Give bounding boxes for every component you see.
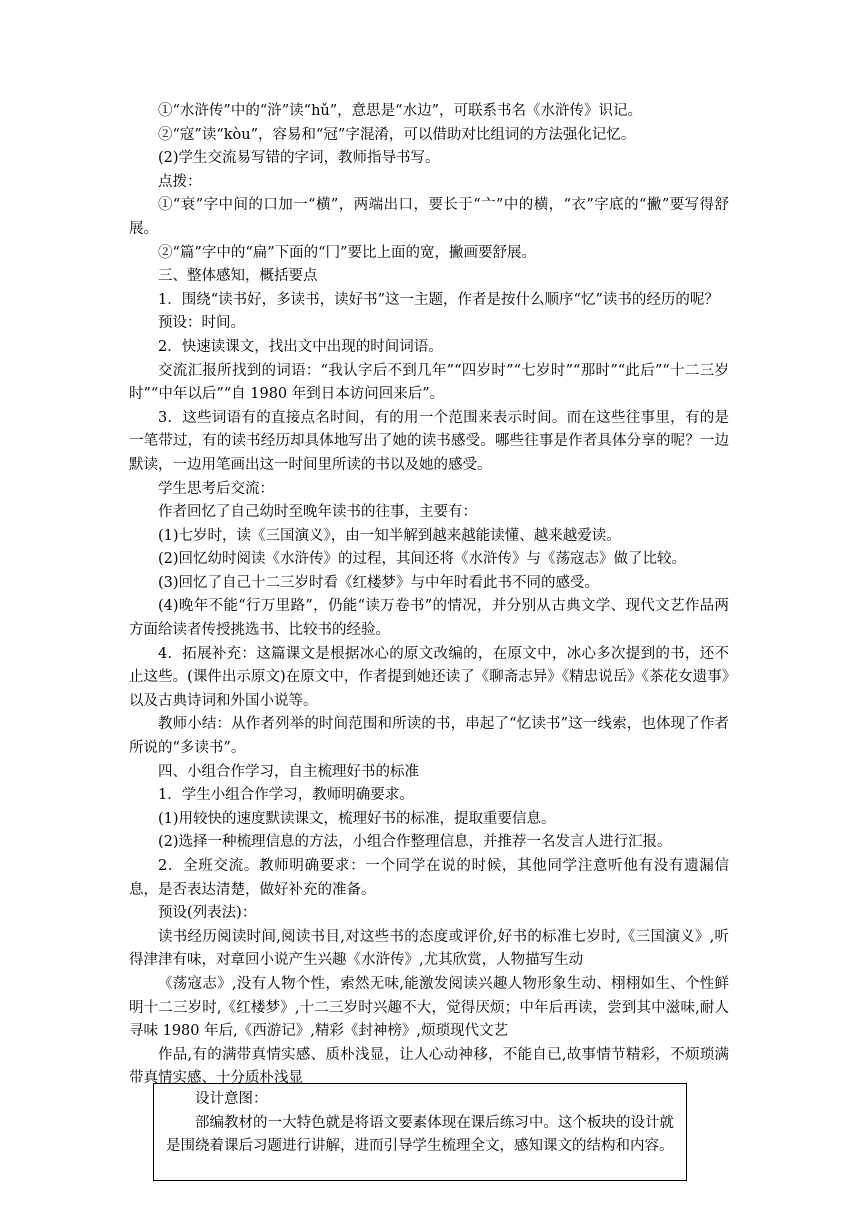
paragraph: 4．拓展补充：这篇课文是根据冰心的原文改编的，在原文中，冰心多次提到的书，还不止这些。(课件出示原文)在原文中，作者提到她还读了《聊斋志异》《精忠说岳》《茶花女遗事》以及古典诗词和外国小说等。 — [129, 645, 729, 709]
paragraph: 预设(列表法)： — [158, 905, 257, 922]
paragraph: 《荡寇志》,没有人物个性，索然无味,能激发阅读兴趣人物形象生动、栩栩如生、个性鲜明十二三岁时,《红楼梦》,十二三岁时兴趣不大，觉得厌烦；中年后再读，尝到其中滋味,耐人寻味 1980 年后,《西游记》,精彩《封神榜》,烦琐现代文艺 — [129, 975, 729, 1040]
paragraph: 2．快速读课文，找出文中出现的时间词语。 — [158, 338, 443, 355]
paragraph: 3．这些词语有的直接点名时间，有的用一个范围来表示时间。而在这些往事里，有的是一笔带过，有的读书经历却具体地写出了她的读书感受。哪些往事是作者具体分享的呢？一边默读，一边用笔画出这一时间里所读的书以及她的感受。 — [129, 409, 729, 473]
paragraph: 读书经历阅读时间,阅读书目,对这些书的态度或评价,好书的标准七岁时,《三国演义》,听得津津有味，对章回小说产生兴趣《水浒传》,尤其欣赏，人物描写生动 — [129, 928, 729, 969]
paragraph: ②“寇”读“kòu”，容易和“冠”字混淆，可以借助对比组词的方法强化记忆。 — [158, 126, 636, 143]
paragraph: 学生思考后交流： — [158, 480, 274, 497]
paragraph: (4)晚年不能“行万里路”，仍能“读万卷书”的情况，并分别从古典文学、现代文艺作品两方面给读者传授挑选书、比较书的经验。 — [129, 598, 729, 639]
paragraph: 作品,有的满带真情实感、质朴浅显，让人心动神移，不能自已,故事情节精彩，不烦琐满带真情实感、十分质朴浅显 — [129, 1046, 729, 1087]
document-body — [129, 100, 729, 1091]
paragraph: 点拨： — [158, 173, 202, 190]
paragraph: 1．围绕“读书好，多读书，读好书”这一主题，作者是按什么顺序“忆”读书的经历的呢？ — [158, 291, 719, 308]
design-intent-text: 部编教材的一大特色就是将语文要素体现在课后练习中。这个板块的设计就是围绕着课后习题进行讲解，进而引导学生梳理全文，感知课文的结构和内容。 — [166, 1114, 674, 1155]
section-heading: 三、整体感知，概括要点 — [158, 268, 318, 285]
section-heading: 四、小组合作学习，自主梳理好书的标准 — [158, 763, 419, 780]
paragraph: ①“水浒传”中的“浒”读“hǔ”，意思是“水边”，可联系书名《水浒传》识记。 — [158, 103, 642, 119]
paragraph: (3)回忆了自己十二三岁时看《红楼梦》与中年时看此书不同的感受。 — [158, 574, 600, 591]
design-intent-title: 设计意图： — [195, 1091, 268, 1107]
paragraph: ②“篇”字中的“扁”下面的“冂”要比上面的宽，撇画要舒展。 — [158, 244, 536, 261]
paragraph: 2．全班交流。教师明确要求：一个同学在说的时候，其他同学注意听他有没有遗漏信息，是否表达清楚，做好补充的准备。 — [129, 858, 729, 898]
paragraph: 预设：时间。 — [158, 315, 245, 332]
paragraph: 1．学生小组合作学习，教师明确要求。 — [158, 787, 414, 804]
paragraph: 教师小结：从作者列举的时间范围和所读的书，串起了“忆读书”这一线索，也体现了作者所说的“多读书”。 — [129, 716, 729, 757]
paragraph: (1)用较快的速度默读课文，梳理好书的标准，提取重要信息。 — [158, 810, 556, 827]
paragraph: 交流汇报所找到的词语：“我认字后不到几年”“四岁时”“七岁时”“那时”“此后”“十二三岁时”“中年以后”“自 1980 年到日本访问回来后”。 — [129, 362, 729, 403]
paragraph: (2)回忆幼时阅读《水浒传》的过程，其间还将《水浒传》与《荡寇志》做了比较。 — [158, 551, 687, 568]
paragraph: (1)七岁时，读《三国演义》，由一知半解到越来越能读懂、越来越爱读。 — [158, 527, 621, 544]
paragraph: (2)学生交流易写错的字词，教师指导书写。 — [158, 150, 440, 167]
paragraph: ①“衰”字中间的口加一“横”，两端出口，要长于“亠”中的横，“衣”字底的“撇”要写得舒展。 — [129, 197, 729, 237]
design-intent-box — [153, 1083, 687, 1181]
paragraph: (2)选择一种梳理信息的方法，小组合作整理信息，并推荐一名发言人进行汇报。 — [158, 834, 672, 851]
paragraph: 作者回忆了自己幼时至晚年读书的往事，主要有： — [158, 504, 477, 521]
